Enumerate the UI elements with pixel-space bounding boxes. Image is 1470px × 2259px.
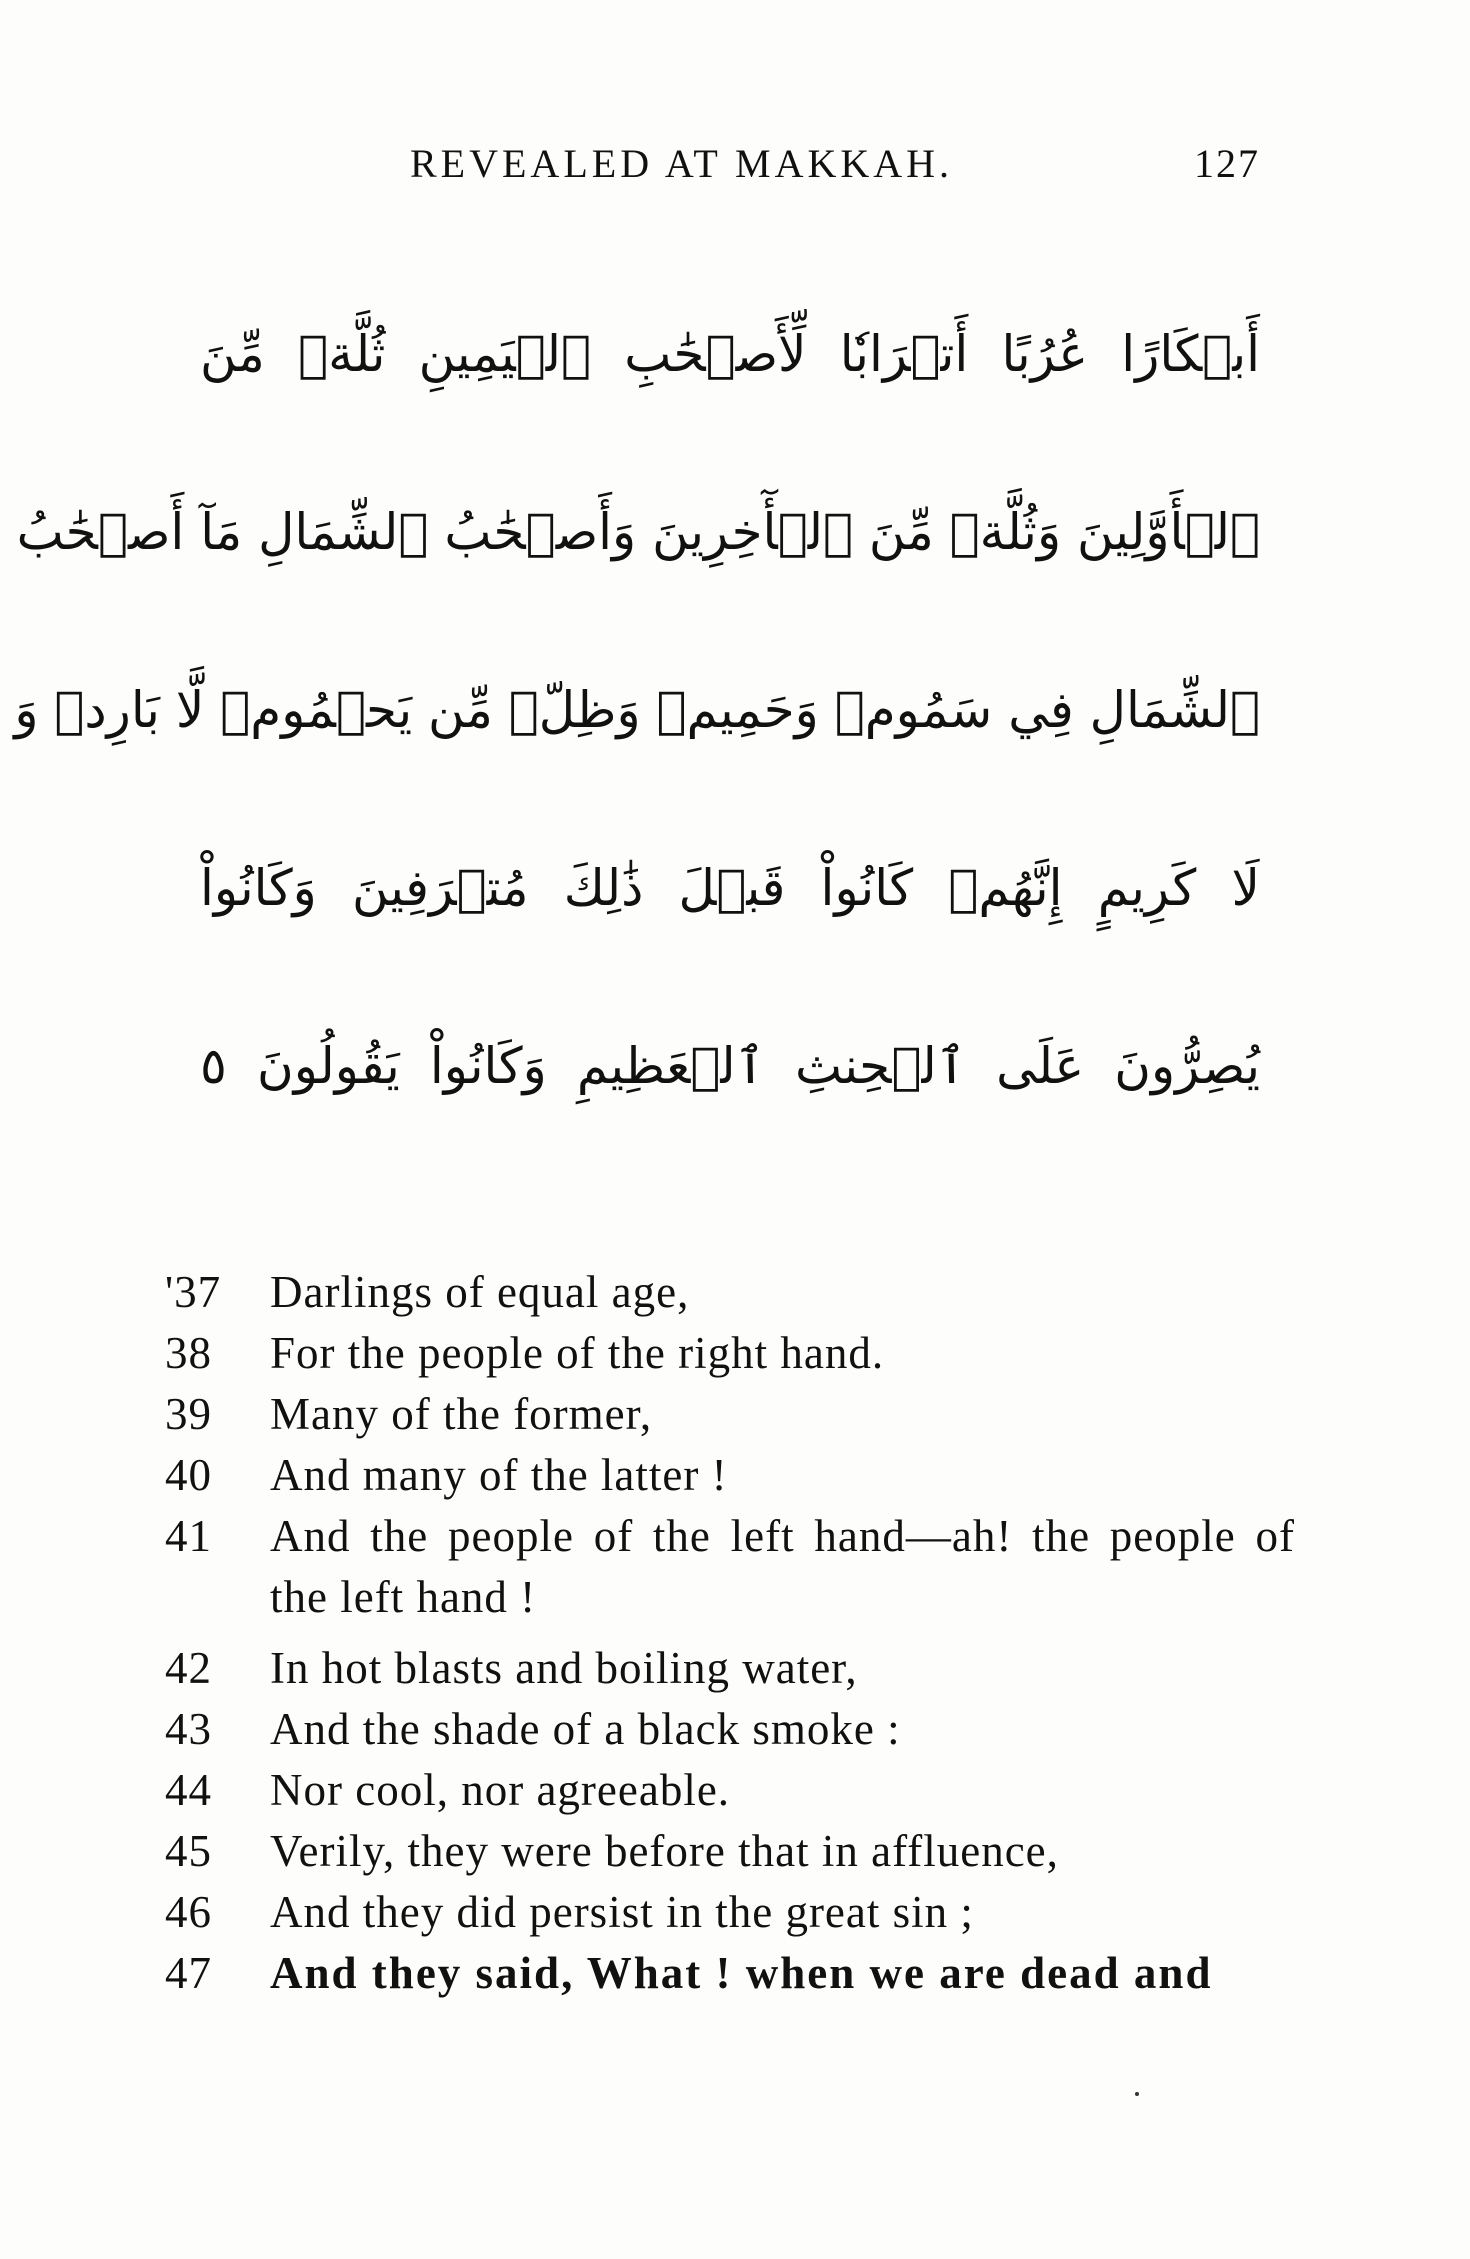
verse-number: 46 [165, 1887, 212, 1937]
verse-row [165, 1323, 1295, 1384]
verse-text: And they did persist in the great sin ; [270, 1887, 974, 1937]
verse-number: '37 [165, 1267, 222, 1317]
verse-row [165, 1821, 1295, 1882]
verse-row [165, 1760, 1295, 1821]
verse-row [165, 1882, 1295, 1943]
verse-text: For the people of the right hand. [270, 1328, 885, 1378]
ink-speck [1135, 2092, 1139, 2096]
verse-number: 42 [165, 1643, 212, 1693]
verse-row [165, 1506, 1295, 1628]
verse-row [165, 1262, 1295, 1323]
verse-row [165, 1445, 1295, 1506]
verse-text: Darlings of equal age, [270, 1267, 690, 1317]
verse-text: And many of the latter ! [270, 1450, 728, 1500]
arabic-line: لَا كَرِيمٍ إِنَّهُمۡ كَانُواْ قَبۡلَ ذَٰلِكَ مُتۡرَفِينَ وَكَانُواْ [200, 859, 1260, 917]
verse-text: Nor cool, nor agreeable. [270, 1765, 731, 1815]
verse-number: 41 [165, 1511, 212, 1561]
verse-text: Many of the former, [270, 1389, 653, 1439]
verse-text: In hot blasts and boiling water, [270, 1643, 858, 1693]
verse-row [165, 1384, 1295, 1445]
verse-text: And the people of the left hand—ah! the people of the left hand ! [270, 1511, 1295, 1622]
arabic-line: ٱلۡأَوَّلِينَ وَثُلَّةٞ مِّنَ ٱلۡأٓخِرِينَ وَأَصۡحَٰبُ ٱلشِّمَالِ مَآ أَصۡحَٰبُ [16, 503, 1260, 561]
arabic-text-block [14, 265, 1260, 1155]
verse-number: 40 [165, 1450, 212, 1500]
english-translation [165, 1262, 1295, 2004]
verse-row [165, 1699, 1295, 1760]
verse-text: Verily, they were before that in affluence, [270, 1826, 1059, 1876]
verse-text: And the shade of a black smoke : [270, 1704, 901, 1754]
arabic-line: يُصِرُّونَ عَلَى ٱلۡحِنثِ ٱلۡعَظِيمِ وَكَانُواْ يَقُولُونَ ٥ [200, 1037, 1260, 1095]
arabic-line: ٱلشِّمَالِ فِي سَمُومٖ وَحَمِيمٖ وَظِلّٖ مِّن يَحۡمُومٖ لَّا بَارِدٖ وَ [14, 681, 1260, 739]
verse-number: 45 [165, 1826, 212, 1876]
running-header [410, 140, 1260, 200]
verse-number: 38 [165, 1328, 212, 1378]
verse-number: 43 [165, 1704, 212, 1754]
verse-number: 44 [165, 1765, 212, 1815]
verse-number: 47 [165, 1948, 212, 1998]
arabic-line: أَبۡكَارًا عُرُبًا أَتۡرَابٗا لِّأَصۡحَٰبِ ٱلۡيَمِينِ ثُلَّةٞ مِّنَ [200, 325, 1260, 383]
verse-text: And they said, What ! when we are dead and [270, 1948, 1213, 1998]
verse-row [165, 1638, 1295, 1699]
verse-number: 39 [165, 1389, 212, 1439]
verse-row [165, 1943, 1295, 2004]
running-title: REVEALED AT MAKKAH. [410, 141, 954, 186]
page-number: 127 [1194, 141, 1260, 186]
